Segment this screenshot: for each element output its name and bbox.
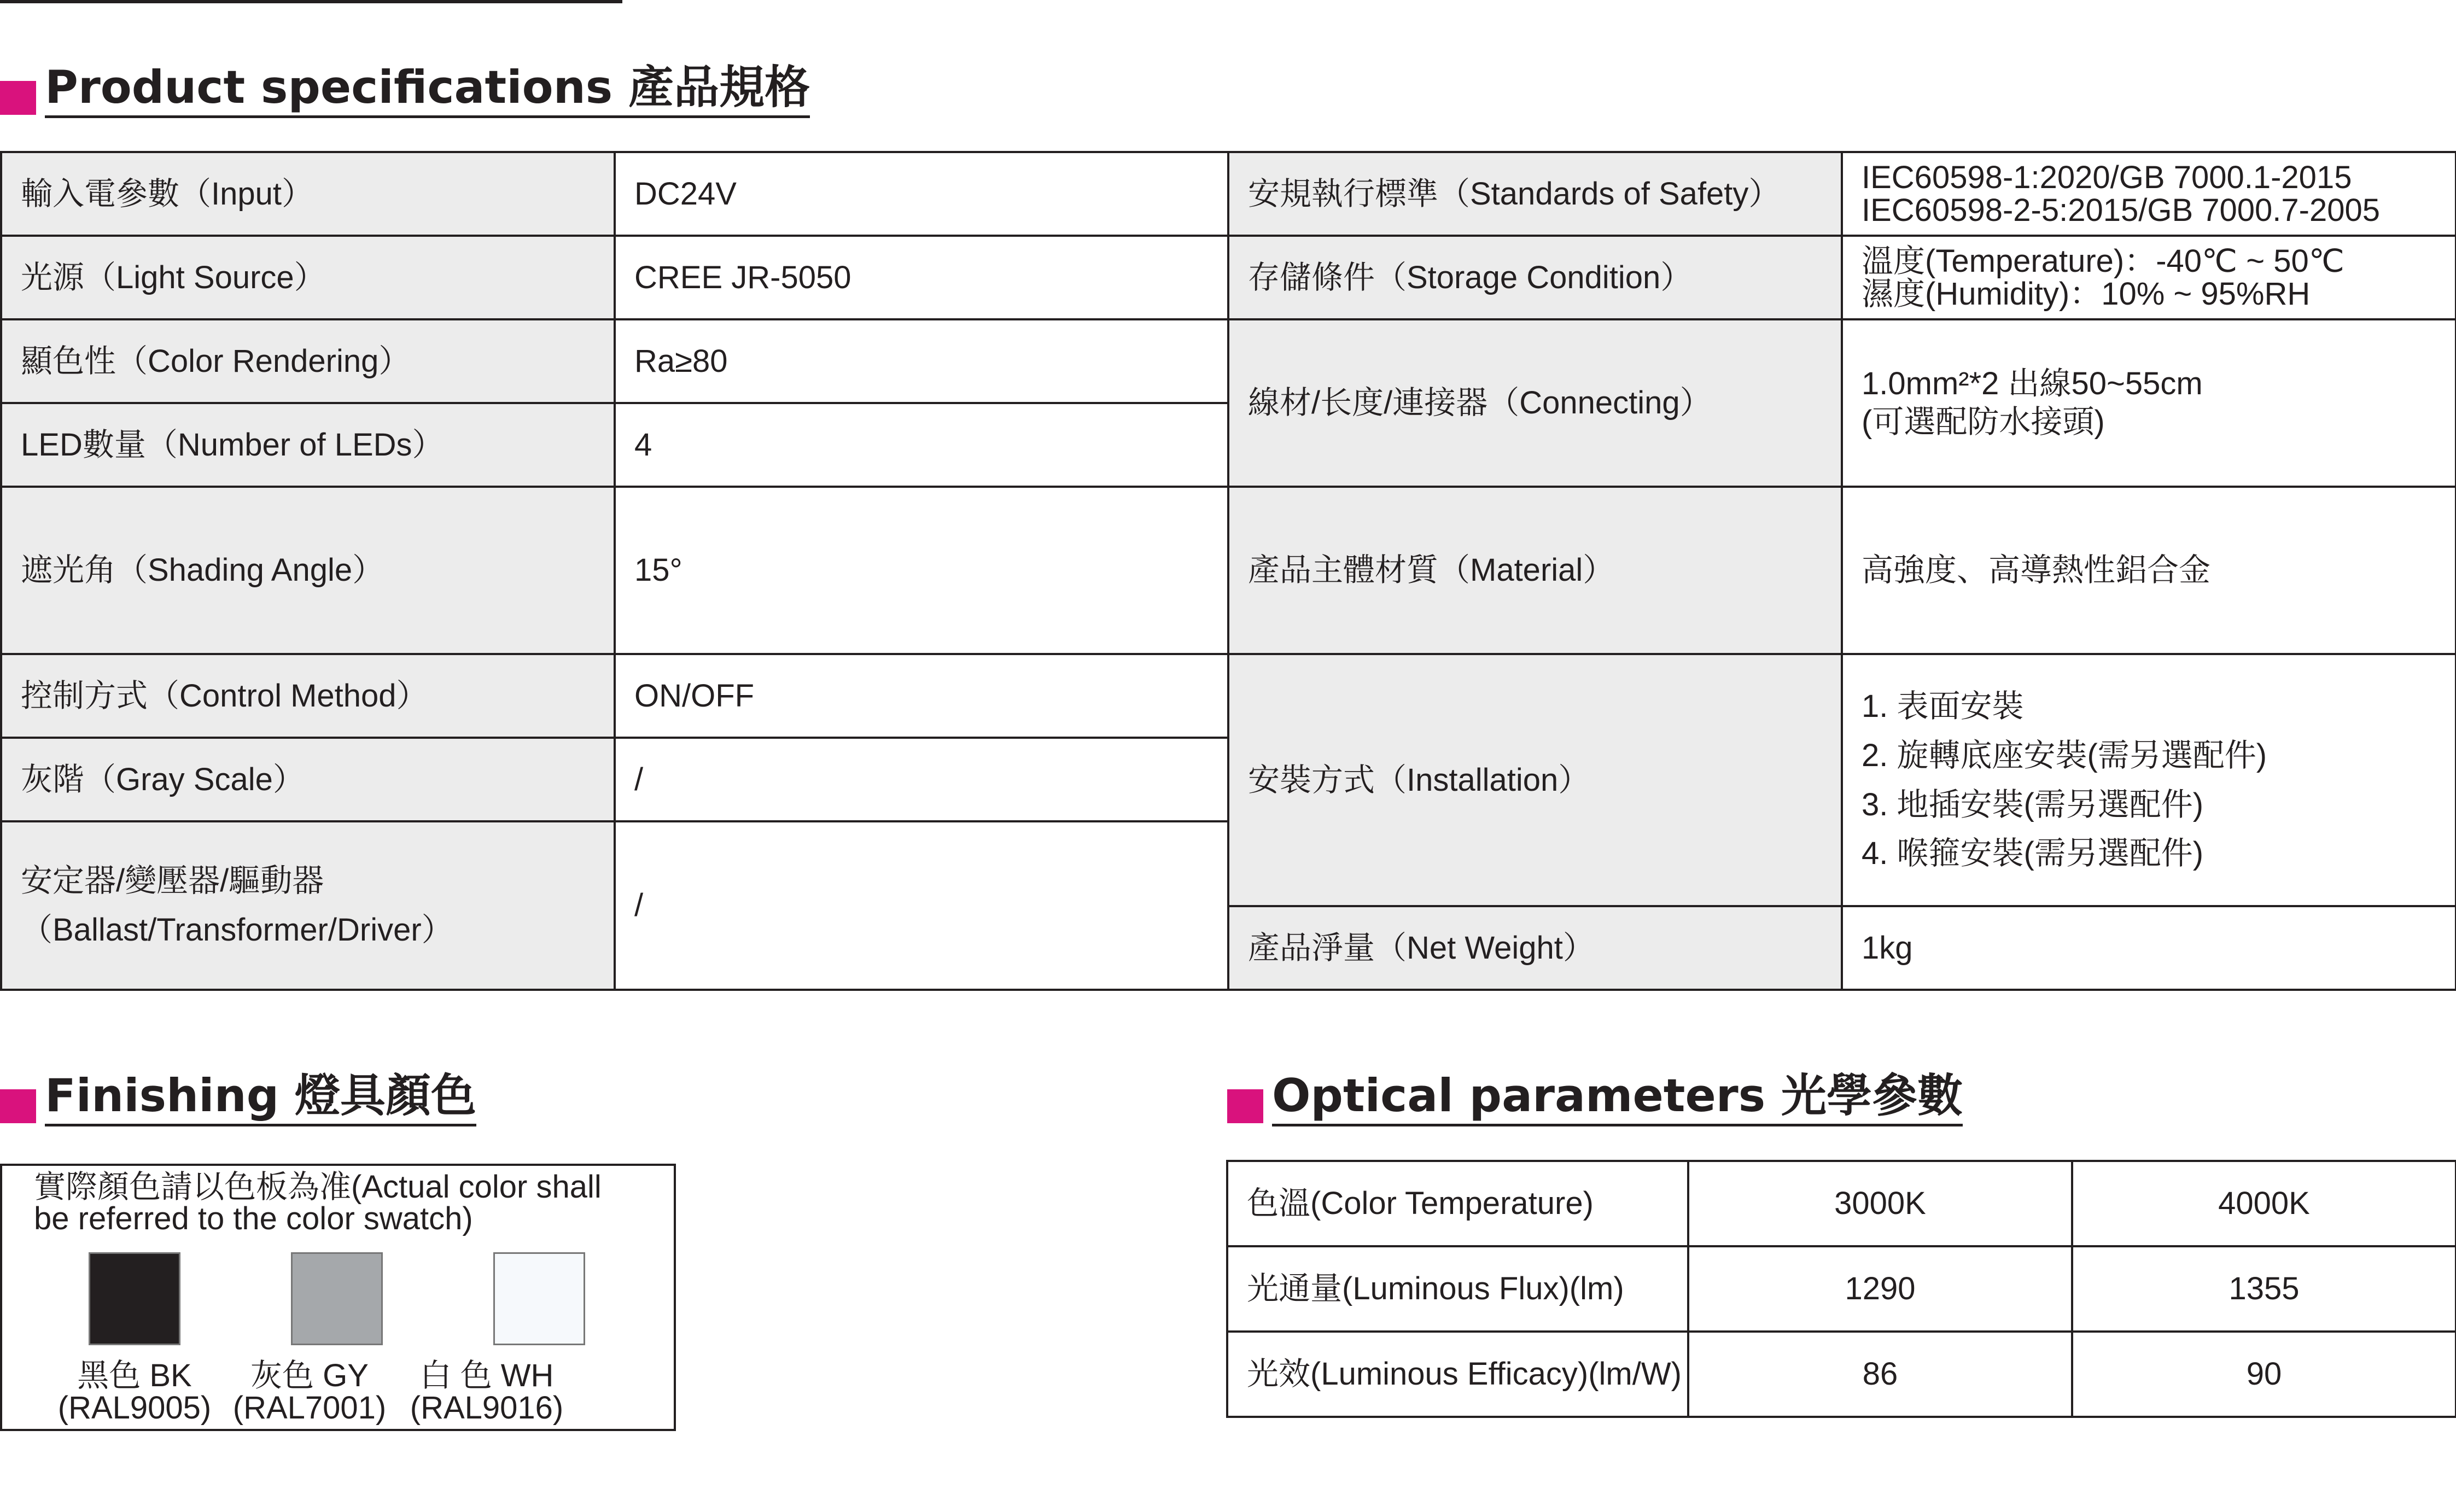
swatch-name: 黑色 BK <box>77 1358 192 1393</box>
table-row <box>1227 1161 2456 1246</box>
swatch-gray <box>291 1252 383 1345</box>
led-count-value: 4 <box>615 403 1228 487</box>
storage-value-line1: 溫度(Temperature)：-40℃ ~ 50℃ <box>1862 243 2344 279</box>
table-row <box>1 487 2456 654</box>
swatch-white <box>493 1252 585 1345</box>
specs-heading-text: Product specifications 產品規格 <box>45 65 810 118</box>
shading-angle-label: 遮光角（Shading Angle） <box>1 487 615 654</box>
shading-angle-value: 15° <box>615 487 1228 654</box>
optical-cell: 4000K <box>2072 1161 2456 1246</box>
color-rendering-value: Ra≥80 <box>615 319 1228 403</box>
table-row <box>1227 1246 2456 1332</box>
heading-marker <box>0 81 36 115</box>
specs-heading <box>0 61 810 118</box>
connecting-value-line1: 1.0mm²*2 出線50~55cm <box>1862 366 2203 402</box>
top-rule <box>0 0 622 3</box>
optical-heading <box>1227 1069 1963 1126</box>
finishing-note-line2: be referred to the color swatch) <box>34 1201 473 1236</box>
ballast-label-line1: 安定器/變壓器/驅動器 <box>21 863 324 899</box>
table-row <box>1 236 2456 319</box>
finishing-note-line1: 實際顏色請以色板為准(Actual color shall <box>34 1169 602 1205</box>
optical-cell: 1355 <box>2072 1246 2456 1332</box>
safety-value <box>1842 152 2456 236</box>
optical-cell: 86 <box>1688 1332 2072 1417</box>
optical-heading-text: Optical parameters 光學參數 <box>1272 1073 1963 1126</box>
table-row <box>1 152 2456 236</box>
table-row <box>1227 1332 2456 1417</box>
finishing-heading-text: Finishing 燈具顏色 <box>45 1073 476 1126</box>
heading-marker <box>1227 1089 1263 1123</box>
finishing-note <box>34 1171 602 1235</box>
optical-row-label: 光通量(Luminous Flux)(lm) <box>1227 1246 1688 1332</box>
optical-row-label: 光效(Luminous Efficacy)(lm/W) <box>1227 1332 1688 1417</box>
connecting-value-line2: (可選配防水接頭) <box>1862 404 2105 440</box>
swatch-caption-black <box>49 1359 220 1424</box>
control-method-label: 控制方式（Control Method） <box>1 654 615 738</box>
table-row <box>1 654 2456 738</box>
net-weight-value: 1kg <box>1842 906 2456 990</box>
light-source-label: 光源（Light Source） <box>1 236 615 319</box>
connecting-value <box>1842 319 2456 487</box>
heading-marker <box>0 1089 36 1123</box>
safety-value-line2: IEC60598-2-5:2015/GB 7000.7-2005 <box>1862 192 2381 228</box>
swatch-name: 白 色 WH <box>419 1358 554 1393</box>
specs-table <box>0 151 2456 991</box>
finishing-box <box>0 1164 676 1431</box>
finishing-heading <box>0 1069 477 1126</box>
gray-scale-label: 灰階（Gray Scale） <box>1 738 615 821</box>
storage-value <box>1842 236 2456 319</box>
ballast-value: / <box>615 821 1228 990</box>
material-value: 高強度、高導熱性鋁合金 <box>1842 487 2456 654</box>
installation-label: 安裝方式（Installation） <box>1228 654 1842 906</box>
input-label: 輸入電參數（Input） <box>1 152 615 236</box>
net-weight-label: 產品淨量（Net Weight） <box>1228 906 1842 990</box>
installation-item-2: 2. 旋轉底座安裝(需另選配件) <box>1862 737 2267 773</box>
color-rendering-label: 顯色性（Color Rendering） <box>1 319 615 403</box>
optical-table <box>1226 1160 2456 1418</box>
optical-cell: 90 <box>2072 1332 2456 1417</box>
light-source-value: CREE JR-5050 <box>615 236 1228 319</box>
ballast-label <box>1 821 615 990</box>
installation-item-3: 3. 地插安裝(需另選配件) <box>1862 786 2204 822</box>
optical-cell: 3000K <box>1688 1161 2072 1246</box>
storage-label: 存儲條件（Storage Condition） <box>1228 236 1842 319</box>
led-count-label: LED數量（Number of LEDs） <box>1 403 615 487</box>
optical-row-label: 色溫(Color Temperature) <box>1227 1161 1688 1246</box>
table-row <box>1 319 2456 403</box>
installation-item-1: 1. 表面安裝 <box>1862 688 2024 724</box>
installation-item-4: 4. 喉箍安裝(需另選配件) <box>1862 836 2204 872</box>
installation-value <box>1842 654 2456 906</box>
optical-cell: 1290 <box>1688 1246 2072 1332</box>
gray-scale-value: / <box>615 738 1228 821</box>
swatch-caption-white <box>401 1359 572 1424</box>
input-value: DC24V <box>615 152 1228 236</box>
swatch-code: (RAL9005) <box>57 1390 212 1426</box>
swatch-code: (RAL7001) <box>232 1390 387 1426</box>
safety-label: 安規執行標準（Standards of Safety） <box>1228 152 1842 236</box>
safety-value-line1: IEC60598-1:2020/GB 7000.1-2015 <box>1862 160 2352 196</box>
swatch-name: 灰色 GY <box>250 1358 369 1393</box>
material-label: 產品主體材質（Material） <box>1228 487 1842 654</box>
ballast-label-line2: （Ballast/Transformer/Driver） <box>21 912 453 948</box>
control-method-value: ON/OFF <box>615 654 1228 738</box>
storage-value-line2: 濕度(Humidity)：10% ~ 95%RH <box>1862 276 2311 312</box>
swatch-black <box>89 1252 180 1345</box>
swatch-caption-gray <box>224 1359 395 1424</box>
swatch-code: (RAL9016) <box>410 1390 564 1426</box>
connecting-label: 線材/长度/連接器（Connecting） <box>1228 319 1842 487</box>
